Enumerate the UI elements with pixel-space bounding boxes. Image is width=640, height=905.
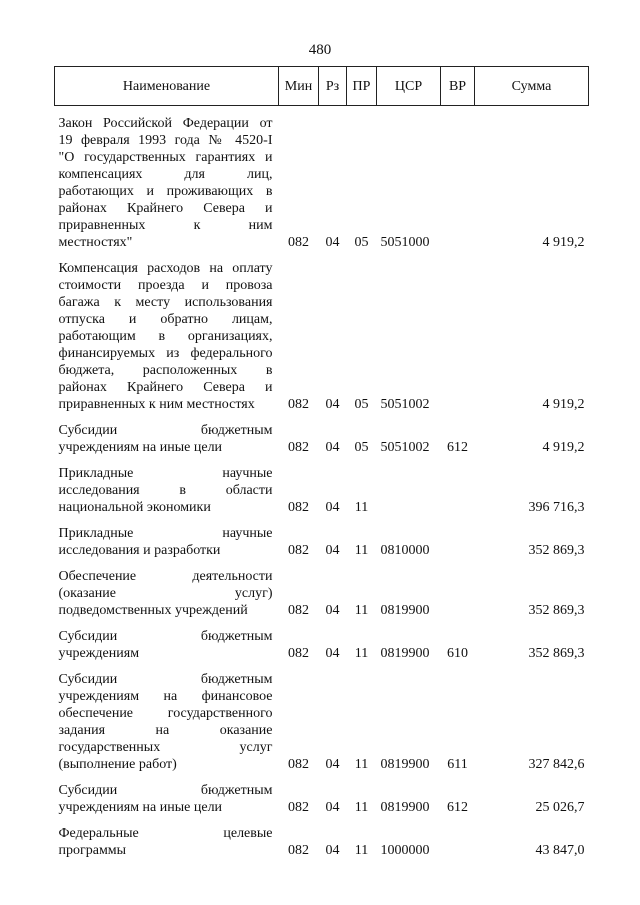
row-name xyxy=(55,251,279,413)
budget-table xyxy=(54,66,589,859)
row-name-line: 19 февраля 1993 года № 4520-I xyxy=(58,133,273,148)
row-csr: 5051002 xyxy=(380,397,430,412)
row-name-line: Прикладные научные xyxy=(58,466,273,481)
row-sum: 352 869,3 xyxy=(528,603,585,618)
row-name-line: Субсидии бюджетным xyxy=(58,629,273,644)
row-vr: 610 xyxy=(447,646,468,661)
row-name-line: работающим в организациях, xyxy=(58,329,273,344)
row-name-line: Федеральные целевые xyxy=(58,826,273,841)
row-name-line: подведомственных учреждений xyxy=(58,603,248,618)
table-row xyxy=(55,413,589,456)
row-sum: 352 869,3 xyxy=(528,543,585,558)
row-csr: 0819900 xyxy=(380,603,430,618)
table-body xyxy=(55,106,589,860)
row-name-line: (выполнение работ) xyxy=(58,757,177,772)
row-name-line: "О государственных гарантиях и xyxy=(58,150,273,165)
row-name-line: государственных услуг xyxy=(58,740,273,755)
row-vr: 612 xyxy=(447,800,468,815)
table-row xyxy=(55,662,589,773)
table-row xyxy=(55,456,589,516)
row-min: 082 xyxy=(288,397,309,412)
row-min: 082 xyxy=(288,646,309,661)
row-csr: 1000000 xyxy=(380,843,430,858)
row-name-line: программы xyxy=(58,843,127,858)
row-min: 082 xyxy=(288,500,309,515)
row-name-line: отпуска и обратно лицам, xyxy=(58,312,273,327)
row-name-line: бюджета, расположенных в xyxy=(58,363,273,378)
row-vr: 611 xyxy=(447,757,468,772)
row-min: 082 xyxy=(288,235,309,250)
row-pr: 11 xyxy=(354,757,369,772)
row-name-line: учреждениям на иные цели xyxy=(58,440,223,455)
row-min: 082 xyxy=(288,603,309,618)
row-rz: 04 xyxy=(325,843,340,858)
row-name-line: учреждениям на иные цели xyxy=(58,800,223,815)
row-rz: 04 xyxy=(325,603,340,618)
table-row xyxy=(55,106,589,252)
row-name xyxy=(55,619,279,662)
row-name-line: Субсидии бюджетным xyxy=(58,423,273,438)
table-row xyxy=(55,816,589,859)
row-name-line: Прикладные научные xyxy=(58,526,273,541)
row-pr: 05 xyxy=(354,440,369,455)
table-header-row xyxy=(55,67,589,106)
row-rz: 04 xyxy=(325,543,340,558)
row-name xyxy=(55,559,279,619)
header-vr: ВР xyxy=(441,67,475,106)
row-name-line: приравненных к ним xyxy=(58,218,273,233)
row-rz: 04 xyxy=(325,397,340,412)
row-name-line: (оказание услуг) xyxy=(58,586,273,601)
row-csr: 5051000 xyxy=(380,235,430,250)
header-min: Мин xyxy=(279,67,319,106)
row-name-line: работающих и проживающих в xyxy=(58,184,273,199)
row-rz: 04 xyxy=(325,646,340,661)
row-csr: 0819900 xyxy=(380,800,430,815)
row-rz: 04 xyxy=(325,757,340,772)
row-name xyxy=(55,413,279,456)
row-rz: 04 xyxy=(325,440,340,455)
row-min: 082 xyxy=(288,440,309,455)
row-name-line: задания на оказание xyxy=(58,723,273,738)
row-vr xyxy=(441,816,475,859)
row-rz: 04 xyxy=(325,800,340,815)
table-row xyxy=(55,559,589,619)
row-csr: 0819900 xyxy=(380,757,430,772)
row-rz: 04 xyxy=(325,500,340,515)
row-name xyxy=(55,106,279,252)
row-rz: 04 xyxy=(325,235,340,250)
row-name-line: Субсидии бюджетным xyxy=(58,672,273,687)
row-name xyxy=(55,662,279,773)
table-row xyxy=(55,251,589,413)
row-name-line: Компенсация расходов на оплату xyxy=(58,261,273,276)
row-pr: 11 xyxy=(354,500,369,515)
row-pr: 11 xyxy=(354,800,369,815)
row-sum: 396 716,3 xyxy=(528,500,585,515)
table-row xyxy=(55,773,589,816)
row-sum: 4 919,2 xyxy=(542,440,585,455)
row-sum: 4 919,2 xyxy=(542,235,585,250)
row-name-line: Субсидии бюджетным xyxy=(58,783,273,798)
page-number: 480 xyxy=(308,42,332,58)
row-name-line: обеспечение государственного xyxy=(58,706,273,721)
row-name xyxy=(55,773,279,816)
row-pr: 11 xyxy=(354,843,369,858)
row-name-line: стоимости проезда и провоза xyxy=(58,278,273,293)
row-sum: 4 919,2 xyxy=(542,397,585,412)
row-sum: 43 847,0 xyxy=(535,843,585,858)
header-sum: Сумма xyxy=(475,67,589,106)
row-name-line: Закон Российской Федерации от xyxy=(58,116,273,131)
row-sum: 25 026,7 xyxy=(535,800,585,815)
row-name-line: районах Крайнего Севера и xyxy=(58,380,273,395)
row-csr: 5051002 xyxy=(380,440,430,455)
row-vr xyxy=(441,106,475,252)
row-name-line: финансируемых из федерального xyxy=(58,346,273,361)
row-pr: 11 xyxy=(354,646,369,661)
row-min: 082 xyxy=(288,543,309,558)
row-pr: 11 xyxy=(354,603,369,618)
row-pr: 05 xyxy=(354,397,369,412)
row-name-line: учреждениям на финансовое xyxy=(58,689,273,704)
row-sum: 327 842,6 xyxy=(528,757,585,772)
row-vr xyxy=(441,251,475,413)
row-vr xyxy=(441,456,475,516)
header-csr: ЦСР xyxy=(377,67,441,106)
row-min: 082 xyxy=(288,757,309,772)
row-name-line: приравненных к ним местностях xyxy=(58,397,255,412)
table-row xyxy=(55,619,589,662)
row-name-line: местностях" xyxy=(58,235,133,250)
row-name-line: учреждениям xyxy=(58,646,140,661)
row-name-line: районах Крайнего Севера и xyxy=(58,201,273,216)
header-name: Наименование xyxy=(55,67,279,106)
row-name-line: компенсациях для лиц, xyxy=(58,167,273,182)
row-pr: 11 xyxy=(354,543,369,558)
header-pr: ПР xyxy=(347,67,377,106)
header-rz: Рз xyxy=(319,67,347,106)
row-sum: 352 869,3 xyxy=(528,646,585,661)
row-vr xyxy=(441,516,475,559)
row-name-line: багажа к месту использования xyxy=(58,295,273,310)
row-min: 082 xyxy=(288,800,309,815)
row-min: 082 xyxy=(288,843,309,858)
row-name xyxy=(55,516,279,559)
row-name-line: национальной экономики xyxy=(58,500,211,515)
row-csr xyxy=(377,456,441,516)
row-name xyxy=(55,456,279,516)
row-csr: 0810000 xyxy=(380,543,430,558)
row-pr: 05 xyxy=(354,235,369,250)
row-name-line: исследования и разработки xyxy=(58,543,221,558)
row-csr: 0819900 xyxy=(380,646,430,661)
row-name xyxy=(55,816,279,859)
row-name-line: Обеспечение деятельности xyxy=(58,569,273,584)
row-vr: 612 xyxy=(447,440,468,455)
row-name-line: исследования в области xyxy=(58,483,273,498)
row-vr xyxy=(441,559,475,619)
table-row xyxy=(55,516,589,559)
